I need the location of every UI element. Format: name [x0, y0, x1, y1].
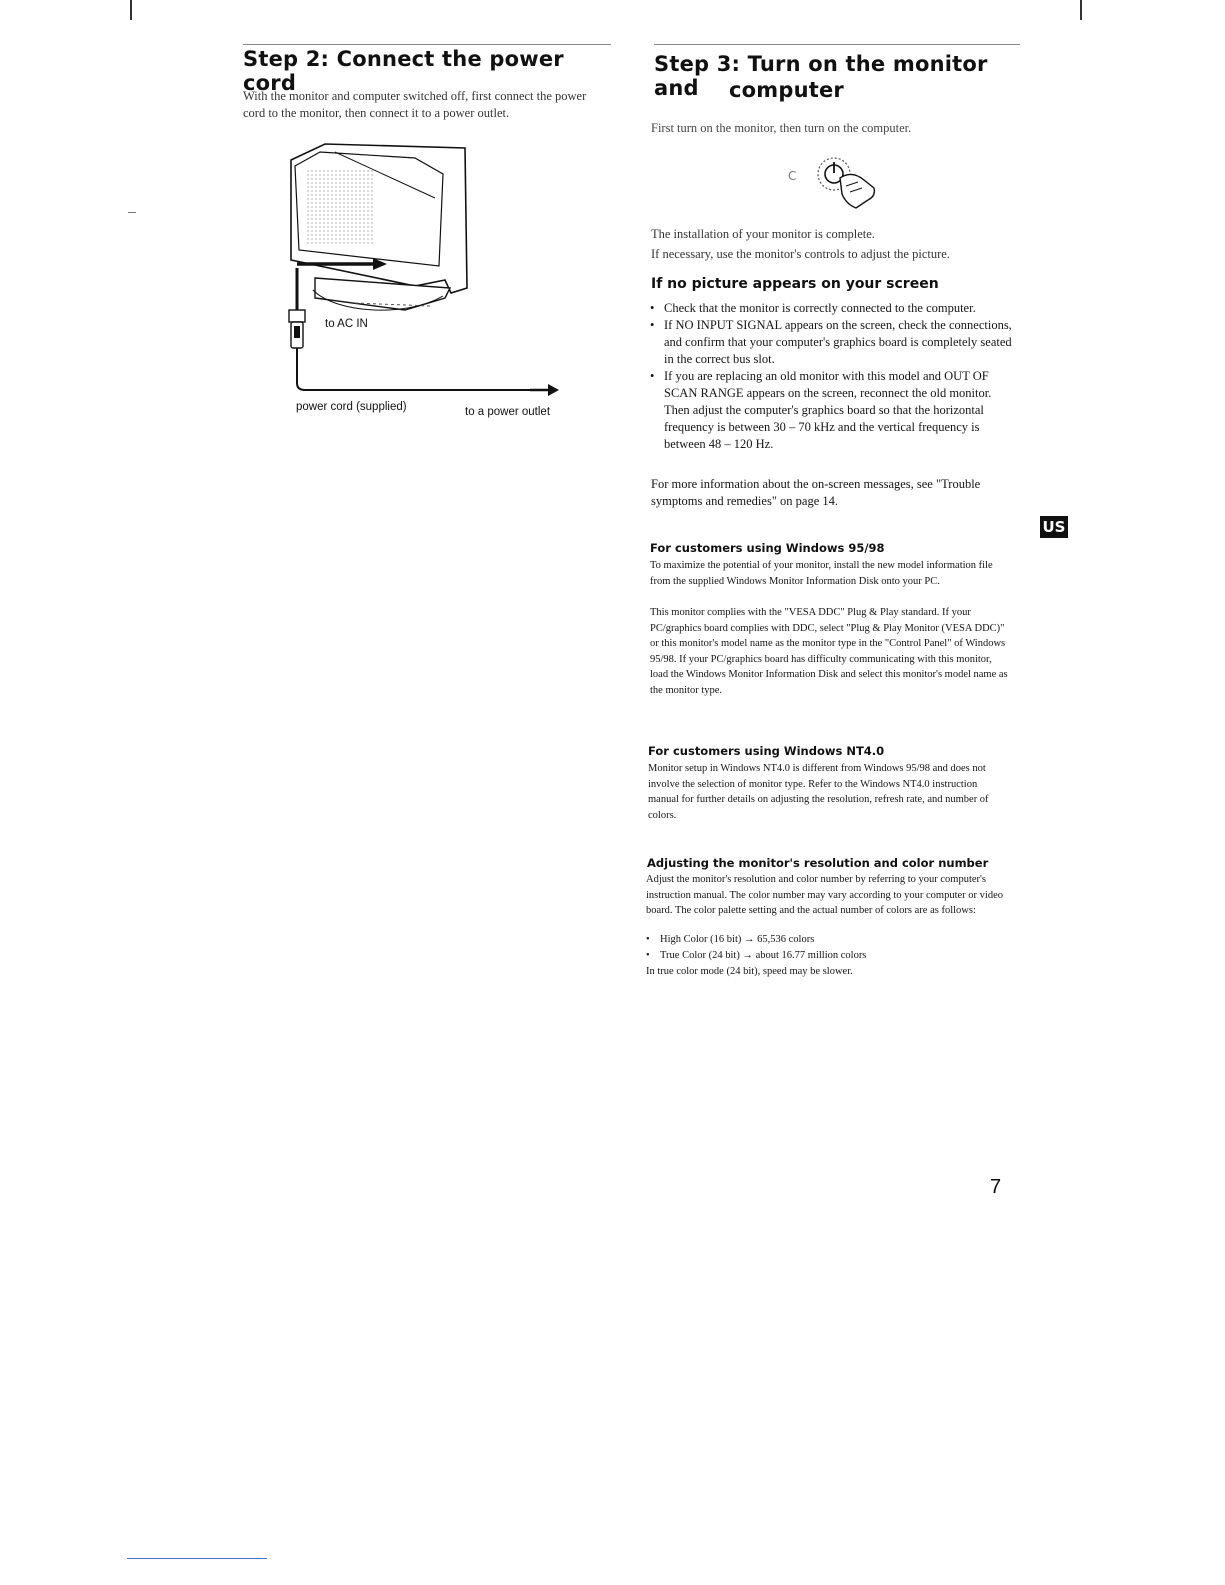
resolution-list — [644, 932, 1004, 963]
more-info: For more information about the on-screen messages, see "Trouble symptoms and remedies" on page 14. — [651, 477, 981, 508]
install-adjust: If necessary, use the monitor's controls to adjust the picture. — [651, 247, 950, 261]
resolution-note: In true color mode (24 bit), speed may be slower. — [646, 966, 853, 977]
no-picture-list — [648, 300, 1016, 453]
crop-mark-left — [130, 0, 132, 20]
list-item: • True Color (24 bit) → about 16.77 million colors — [644, 948, 1004, 964]
label-power-cord: power cord (supplied) — [296, 401, 407, 413]
step2-intro: With the monitor and computer switched off, first connect the power cord to the monitor, then connect it to a power outlet. — [243, 89, 587, 120]
step3-intro: First turn on the monitor, then turn on the computer. — [651, 121, 912, 135]
win9598-para1: To maximize the potential of your monitor, install the new model information file from the supplied Windows Monitor Information Disk onto your PC. — [650, 560, 993, 587]
label-ac-in: to AC IN — [325, 318, 368, 330]
install-complete: The installation of your monitor is complete. — [651, 227, 875, 241]
power-button-icon — [782, 148, 882, 218]
resolution-heading: Adjusting the monitor's resolution and color number — [647, 856, 989, 870]
list-item: • If NO INPUT SIGNAL appears on the screen, check the connections, and confirm that your computer's graphics board is completely seated in the correct bus slot. — [648, 317, 1016, 368]
svg-text:C: C — [788, 169, 797, 183]
arrow-right-icon — [530, 382, 560, 398]
us-tab: US — [1040, 516, 1068, 538]
label-power-outlet: to a power outlet — [465, 406, 551, 418]
step3-top-rule — [654, 44, 1020, 45]
step2-top-rule — [243, 44, 611, 45]
monitor-illustration — [255, 138, 575, 428]
no-picture-heading: If no picture appears on your screen — [651, 276, 939, 292]
list-item: • High Color (16 bit) → 65,536 colors — [644, 932, 1004, 948]
margin-tick — [128, 212, 136, 213]
list-item: • If you are replacing an old monitor with this model and OUT OF SCAN RANGE appears on the screen, reconnect the old monitor. Then adjust the computer's graphics board so that the horizontal frequency is between 30 – 70 kHz and the vertical frequency is between 48 – 120 Hz. — [648, 368, 1016, 453]
bottom-link-rule — [127, 1558, 267, 1559]
step2-title: Step 2: Connect the power cord — [243, 47, 564, 95]
resolution-para: Adjust the monitor's resolution and color number by referring to your computer's instruction manual. The color number may vary according to your computer or video board. The color palette setting and the actual number of colors are as follows: — [646, 874, 1003, 917]
crop-mark-right — [1080, 0, 1082, 20]
win9598-heading: For customers using Windows 95/98 — [650, 541, 885, 555]
step3-title-line2: computer — [729, 78, 844, 102]
step3-title-line1: Step 3: Turn on the monitor and — [654, 52, 988, 100]
page-number: 7 — [990, 1176, 1002, 1198]
winnt-heading: For customers using Windows NT4.0 — [648, 744, 885, 758]
win9598-para2: This monitor complies with the "VESA DDC" Plug & Play standard. If your PC/graphics board complies with DDC, select "Plug & Play Monitor (VESA DDC)" or this monitor's model name as the monitor type in the "Control Panel" of Windows 95/98. If your PC/graphics board has difficulty communicating with this monitor, load the Windows Monitor Information Disk and select this monitor's model name as the monitor type. — [650, 607, 1008, 696]
list-item: • Check that the monitor is correctly connected to the computer. — [648, 300, 1016, 317]
winnt-para: Monitor setup in Windows NT4.0 is different from Windows 95/98 and does not involve the selection of monitor type. Refer to the Windows NT4.0 instruction manual for further details on adjusting the resolution, refresh rate, and number of colors. — [648, 763, 989, 821]
